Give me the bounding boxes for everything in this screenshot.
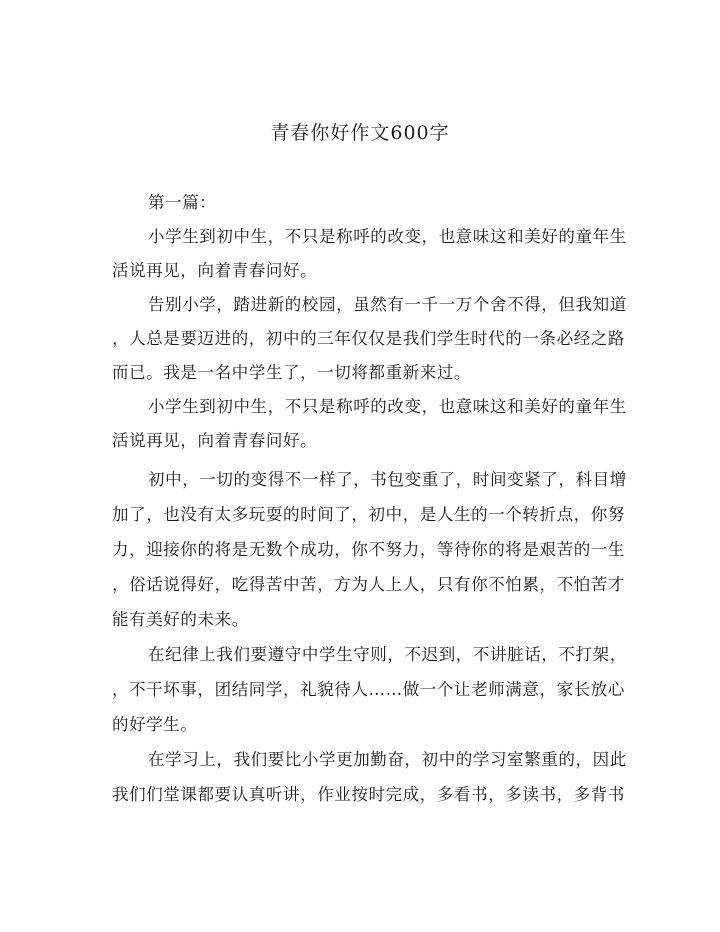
text-line: 我们们堂课都要认真听讲，作业按时完成，多看书，多读书，多背书	[112, 785, 625, 804]
text-line: 活说再见，向着青春问好。	[112, 261, 318, 280]
text-line: 在学习上，我们要比小学更加勤奋，初中的学习室繁重的，因此	[148, 750, 627, 769]
text-line: ，人总是要迈进的，初中的三年仅仅是我们学生时代的一条必经之路	[112, 329, 625, 348]
text-line: 而已。我是一名中学生了，一切将都重新来过。	[112, 363, 472, 382]
text-line: ，不干坏事，团结同学，礼貌待人……做一个让老师满意，家长放心	[112, 680, 625, 699]
text-line: 力，迎接你的将是无数个成功，你不努力，等待你的将是艰苦的一生	[112, 540, 625, 559]
text-line: 在纪律上我们要遵守中学生守则，不迟到，不讲脏话，不打架，	[148, 645, 627, 664]
text-line: 的好学生。	[112, 715, 198, 734]
text-line: 加了，也没有太多玩耍的时间了，初中，是人生的一个转折点，你努	[112, 505, 625, 524]
text-line: 初中，一切的变得不一样了，书包变重了，时间变紧了，科目增	[148, 470, 627, 489]
section-heading: 第一篇：	[148, 193, 217, 212]
text-line: ，俗话说得好，吃得苦中苦，方为人上人，只有你不怕累，不怕苦才	[112, 575, 625, 594]
text-line: 活说再见，向着青春问好。	[112, 431, 318, 450]
text-line: 小学生到初中生，不只是称呼的改变，也意味这和美好的童年生	[148, 397, 627, 416]
text-line: 告别小学，踏进新的校园，虽然有一千一万个舍不得，但我知道	[148, 295, 627, 314]
document-title: 青春你好作文600字	[270, 122, 450, 144]
text-line: 能有美好的未来。	[112, 610, 249, 629]
text-line: 小学生到初中生，不只是称呼的改变，也意味这和美好的童年生	[148, 227, 627, 246]
